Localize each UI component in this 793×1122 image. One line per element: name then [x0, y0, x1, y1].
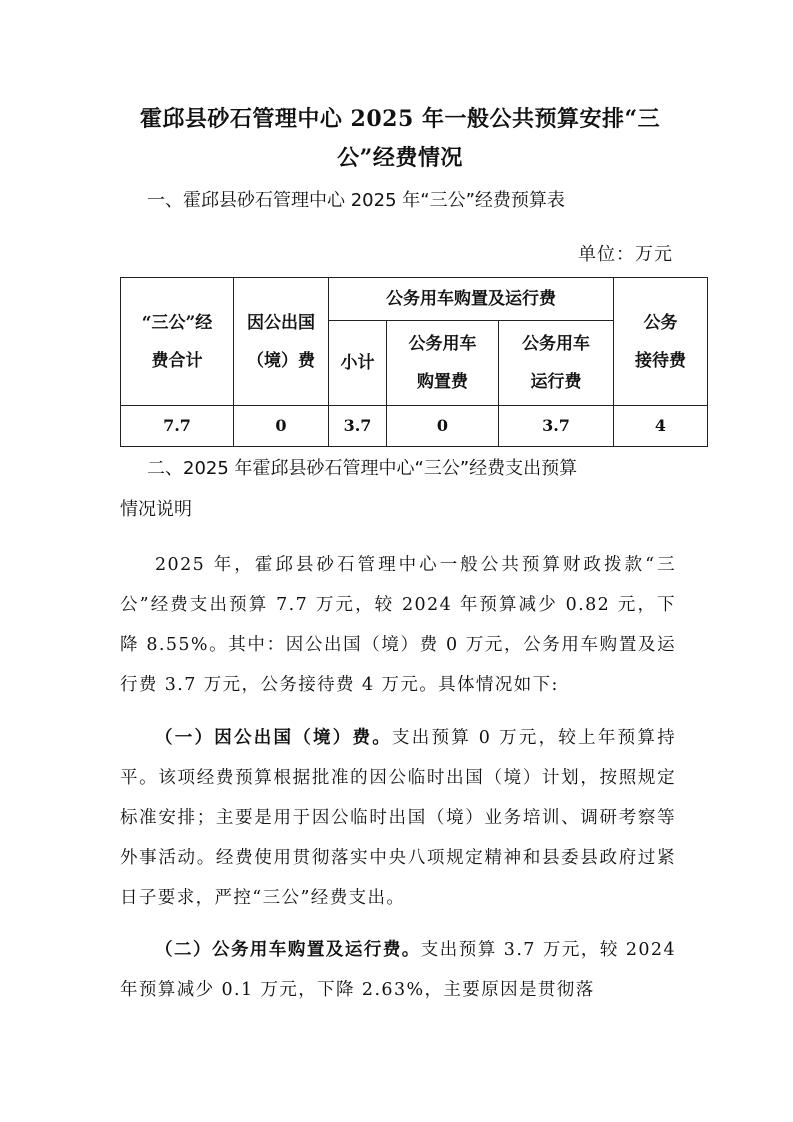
header-abroad-line2: （境）费 [247, 350, 315, 371]
header-reception-line2: 接待费 [635, 350, 686, 371]
paragraph-abroad [120, 718, 676, 918]
value-operation: 3.7 [499, 406, 614, 447]
header-total [121, 278, 234, 406]
header-abroad-line1: 因公出国 [247, 312, 315, 333]
header-total-line2: 费合计 [151, 350, 203, 371]
header-operation [499, 321, 614, 406]
paragraph-summary: 2025 年，霍邱县砂石管理中心一般公共预算财政拨款“三公”经费支出预算 7.7 万元，较 2024 年预算减少 0.82 元，下降 8.55%。其中：因公出国（境）费 0 万元，公务用车购置及运行费 3.7 万元，公务接待费 4 万元。具体情况如下: [120, 555, 676, 695]
header-subtotal: 小计 [329, 321, 387, 406]
document-title-line2: 公”经费情况 [337, 145, 463, 171]
header-vehicle-group: 公务用车购置及运行费 [329, 278, 614, 321]
table-header-row [121, 278, 708, 321]
value-purchase: 0 [387, 406, 499, 447]
value-subtotal: 3.7 [329, 406, 387, 447]
value-total: 7.7 [121, 406, 234, 447]
section2-heading-line1: 二、2025 年霍邱县砂石管理中心“三公”经费支出预算 [147, 458, 578, 479]
header-operation-line2: 运行费 [530, 372, 582, 392]
paragraph-abroad-text: 支出预算 0 万元，较上年预算持平。该项经费预算根据批准的因公临时出国（境）计划，按照规定标准安排；主要是用于因公临时出国（境）业务培训、调研考察等外事活动。经费使用贯彻落实中央八项规定精神和县委县政府过紧日子要求，严控“三公”经费支出。 [120, 728, 676, 908]
document-title-line1: 霍邱县砂石管理中心 2025 年一般公共预算安排“三 [139, 106, 661, 132]
header-purchase-line2: 购置费 [417, 372, 468, 392]
section2-heading-line2: 情况说明 [120, 499, 192, 520]
unit-label: 单位：万元 [578, 244, 673, 265]
section1-heading: 一、霍邱县砂石管理中心 2025 年“三公”经费预算表 [147, 190, 565, 211]
header-abroad [234, 278, 329, 406]
paragraph-vehicle [120, 930, 676, 1010]
header-total-line1: “三公”经 [141, 312, 213, 333]
budget-table [120, 277, 708, 447]
header-purchase-line1: 公务用车 [408, 334, 477, 354]
paragraph-abroad-heading: （一）因公出国（境）费。 [155, 728, 392, 748]
paragraph-vehicle-heading: （二）公务用车购置及运行费。 [155, 940, 421, 960]
value-abroad: 0 [234, 406, 329, 447]
header-reception-line1: 公务 [643, 312, 678, 333]
paragraph-vehicle-text: 支出预算 3.7 万元，较 2024 年预算减少 0.1 万元，下降 2.63%，主要原因是贯彻落 [120, 940, 676, 1000]
header-reception [614, 278, 708, 406]
header-purchase [387, 321, 499, 406]
header-operation-line1: 公务用车 [522, 334, 590, 354]
table-row [121, 406, 708, 447]
value-reception: 4 [614, 406, 708, 447]
